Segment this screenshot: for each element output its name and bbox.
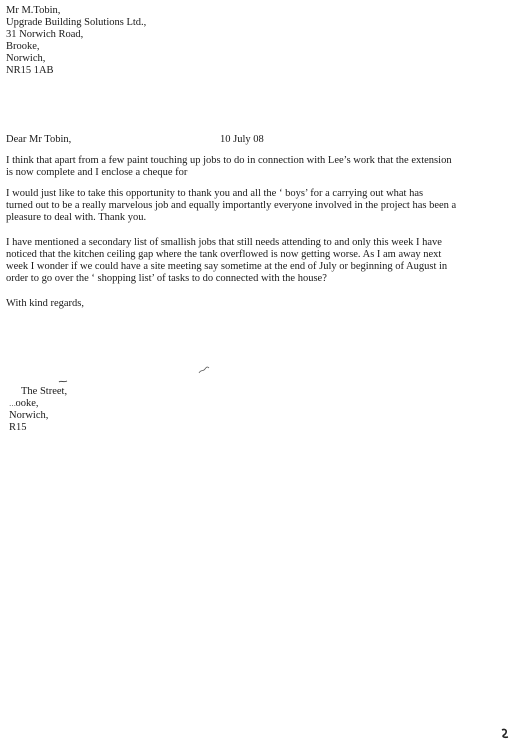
sender-street: The Street, <box>21 386 68 397</box>
paragraph-completion <box>6 155 506 179</box>
paragraph-line: noticed that the kitchen ceiling gap where the tank overflowed is now getting worse. As I am away next <box>6 249 442 260</box>
paragraph-line: is now complete and I enclose a cheque for <box>6 167 188 178</box>
salutation: Dear Mr Tobin, <box>6 134 72 145</box>
paragraph-line: I have mentioned a secondary list of smallish jobs that still needs attending to and only this week I have <box>6 237 442 248</box>
corner-scan-mark <box>499 727 511 739</box>
paragraph-line: turned out to be a really marvelous job and equally importantly everyone involved in the project has been a <box>6 200 457 211</box>
pen-scribble-mark <box>198 366 210 374</box>
paragraph-line: order to go over the ‘ shopping list’ of tasks to do connected with the house? <box>6 273 327 284</box>
recipient-street: 31 Norwich Road, <box>6 29 84 40</box>
closing: With kind regards, <box>6 298 85 309</box>
tilde-mark <box>58 379 68 384</box>
paragraph-line: I would just like to take this opportunity to thank you and all the ‘ boys’ for a carrying out what has <box>6 188 424 199</box>
recipient-city: Norwich, <box>6 53 46 64</box>
recipient-address <box>6 5 146 77</box>
paragraph-secondary-jobs <box>6 237 506 285</box>
sender-address <box>9 386 67 434</box>
recipient-postcode: NR15 1AB <box>6 65 54 76</box>
scan-artifact: … <box>9 400 16 408</box>
recipient-company: Upgrade Building Solutions Ltd., <box>6 17 147 28</box>
recipient-name: Mr M.Tobin, <box>6 5 61 16</box>
sender-city: Norwich, <box>9 410 49 421</box>
paragraph-line: pleasure to deal with. Thank you. <box>6 212 147 223</box>
sender-village: …ooke, <box>9 398 39 409</box>
sender-postcode: R15 <box>9 422 27 433</box>
paragraph-thanks <box>6 188 506 224</box>
paragraph-line: week I wonder if we could have a site meeting say sometime at the end of July or beginning of August in <box>6 261 448 272</box>
letter-date: 10 July 08 <box>220 134 264 145</box>
paragraph-line: I think that apart from a few paint touching up jobs to do in connection with Lee’s work that the extension <box>6 155 452 166</box>
recipient-village: Brooke, <box>6 41 40 52</box>
